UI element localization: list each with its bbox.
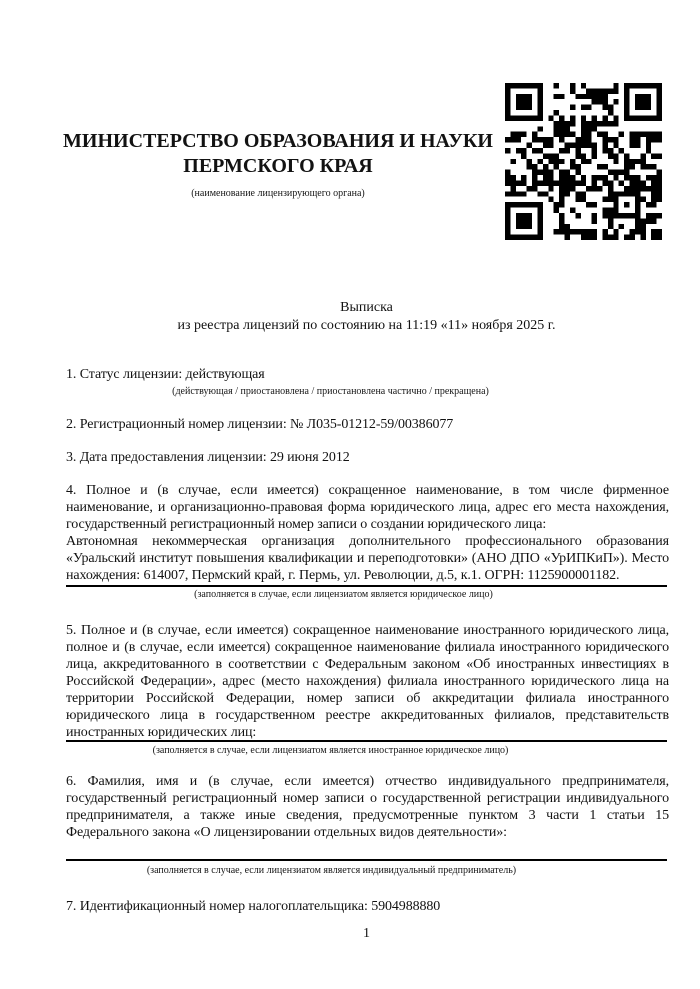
- authority-caption: (наименование лицензирующего органа): [191, 188, 365, 199]
- page-number: 1: [363, 926, 370, 941]
- licensing-authority-header: [63, 129, 493, 200]
- item-license-status: 1. Статус лицензии: действующая: [66, 367, 265, 382]
- document-title-line1: Выписка: [340, 300, 393, 315]
- legal-entity-caption: (заполняется в случае, если лицензиатом является юридическое лицо): [194, 589, 493, 600]
- individual-entrepreneur-underline: [66, 859, 667, 861]
- item-foreign-entity: 5. Полное и (в случае, если имеется) сокращенное наименование иностранного юридического лица, полное и (в случае, если имеется) сокращенное наименование филиала иностранного юридического лица, аккредитованного в соответствии с Федеральным законом «Об иностранных инвестициях в Российской Федерации», адрес (место нахождения) филиала иностранного юридического лица на территории Российской Федерации, номер записи об аккредитации филиала иностранного юридического лица в государственном реестре аккредитованных филиалов, представительств иностранных юридических лиц:: [66, 623, 669, 740]
- document-title-line2: из реестра лицензий по состоянию на 11:19 «11» ноября 2025 г.: [177, 318, 556, 333]
- item-registration-number: 2. Регистрационный номер лицензии: № Л035-01212-59/00386077: [66, 417, 454, 432]
- item-individual-entrepreneur: 6. Фамилия, имя и (в случае, если имеется) отчество индивидуального предпринимателя, государственный регистрационный номер записи о государственной регистрации индивидуального предпринимателя, а также иные сведения, предусмотренные пунктом 3 части 1 статьи 15 Федерального закона «О лицензировании отдельных видов деятельности»:: [66, 774, 669, 840]
- ministry-name-line2: ПЕРМСКОГО КРАЯ: [183, 155, 373, 177]
- legal-entity-underline: [66, 585, 667, 587]
- foreign-entity-underline: [66, 740, 667, 742]
- item-grant-date: 3. Дата предоставления лицензии: 29 июня 2012: [66, 450, 350, 465]
- item-legal-entity-value: Автономная некоммерческая организация дополнительного профессионального образования «Уральский институт повышения квалификации и переподготовки» (АНО ДПО «УрИПКиП»). Место нахождения: 614007, Пермский край, г. Пермь, ул. Революции, д.5, к.1. ОГРН: 1125900001182.: [66, 534, 669, 583]
- item-license-status-caption: (действующая / приостановлена / приостановлена частично / прекращена): [172, 386, 489, 397]
- individual-entrepreneur-caption: (заполняется в случае, если лицензиатом является индивидуальный предприниматель): [146, 865, 517, 876]
- ministry-name-line1: МИНИСТЕРСТВО ОБРАЗОВАНИЯ И НАУКИ: [63, 130, 493, 152]
- foreign-entity-caption: (заполняется в случае, если лицензиатом является иностранное юридическое лицо): [152, 745, 509, 756]
- item-legal-entity-label: 4. Полное и (в случае, если имеется) сокращенное наименование, в том числе фирменное наименование, и организационно-правовая форма юридического лица, адрес его места нахождения, государственный регистрационный номер записи о создании юридического лица:: [66, 483, 669, 532]
- item-legal-entity: [66, 482, 669, 584]
- item-taxpayer-number: 7. Идентификационный номер налогоплательщика: 5904988880: [66, 899, 441, 914]
- qr-code-icon: [505, 83, 662, 240]
- document-title: [66, 299, 667, 335]
